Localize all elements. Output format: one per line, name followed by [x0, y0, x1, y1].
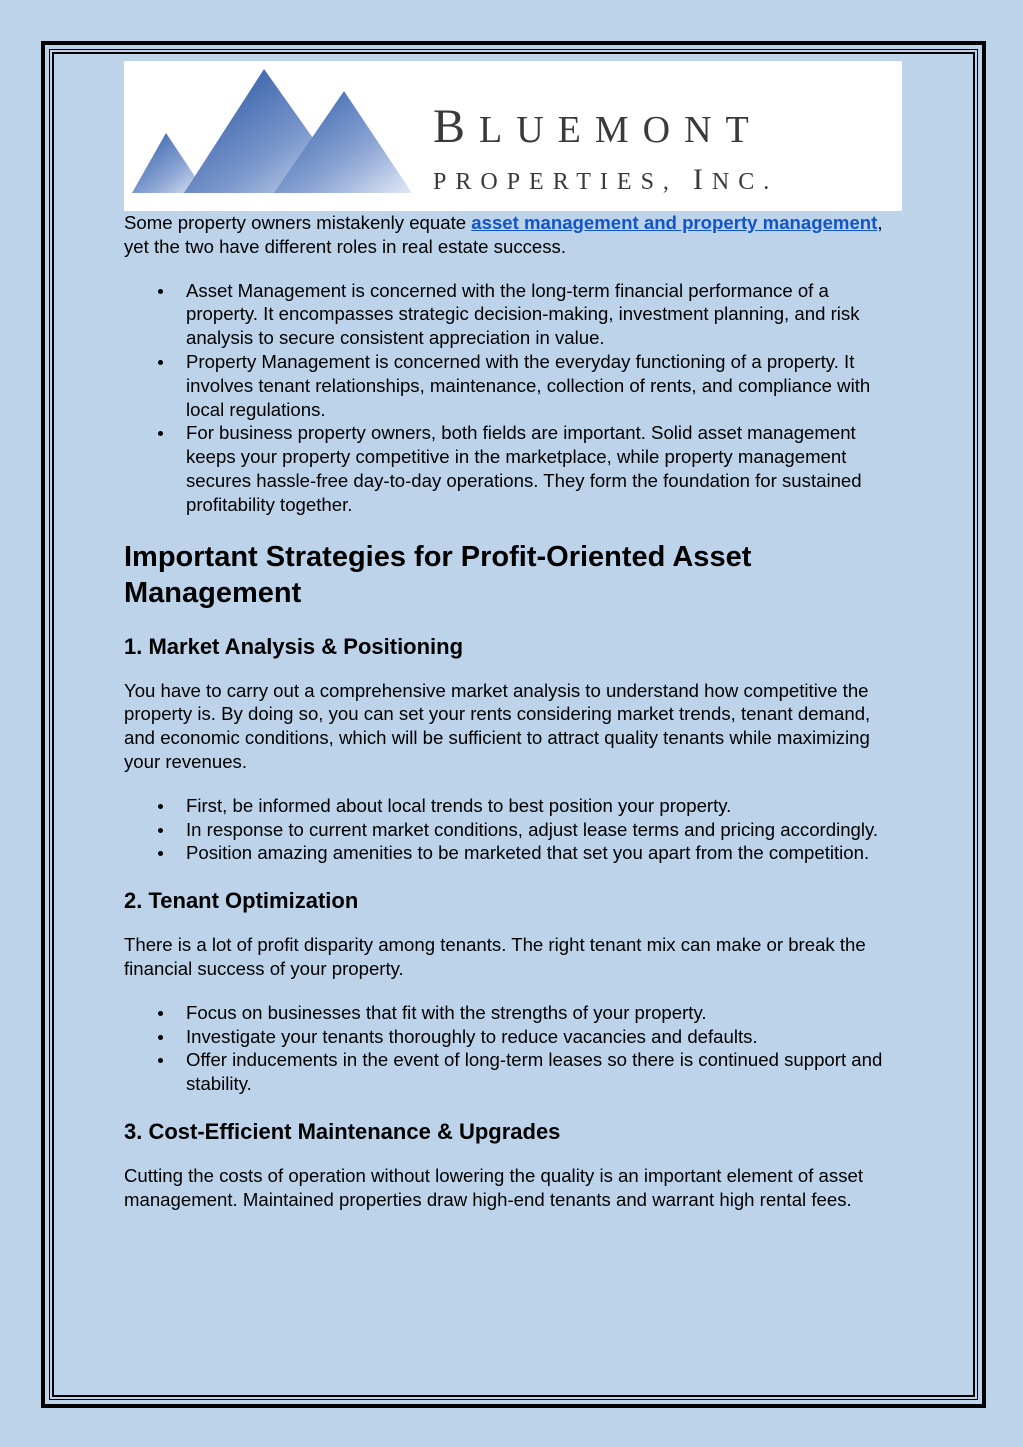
intro-text-after: , yet the two have different roles in real estate success.	[124, 212, 883, 257]
intro-paragraph	[124, 211, 904, 259]
section-paragraph: There is a lot of profit disparity among tenants. The right tenant mix can make or break the financial success of your property.	[124, 934, 866, 979]
main-heading: Important Strategies for Profit-Oriented Asset Management	[124, 540, 752, 609]
list-item: In response to current market conditions, adjust lease terms and pricing accordingly.	[186, 818, 904, 842]
bluemont-logo	[124, 61, 902, 211]
list-item: First, be informed about local trends to best position your property.	[186, 794, 904, 818]
list-item: Offer inducements in the event of long-term leases so there is continued support and stability.	[186, 1048, 904, 1096]
intro-bullet-list	[124, 279, 904, 517]
asset-management-link[interactable]: asset management and property management	[471, 212, 878, 233]
brand-sub-rest: NC.	[711, 169, 779, 195]
section-title-maintenance: 3. Cost-Efficient Maintenance & Upgrades	[124, 1118, 561, 1144]
brand-name-initial: B	[433, 100, 480, 153]
section-paragraph: Cutting the costs of operation without lowering the quality is an important element of asset management. Maintained properties draw high-end tenants and warrant high rental fees.	[124, 1164, 863, 1210]
tenant-optimization-bullet-list	[124, 1001, 904, 1096]
brand-sub-first: PROPERTIES,	[433, 169, 693, 195]
intro-text-before: Some property owners mistakenly equate	[124, 212, 472, 233]
list-item: Property Management is concerned with the everyday functioning of a property. It involves tenant relationships, maintenance, collection of rents, and compliance with local regulations.	[186, 350, 904, 421]
section-title-tenant-optimization: 2. Tenant Optimization	[124, 888, 359, 914]
brand-subtitle	[433, 163, 778, 197]
brand-name	[433, 99, 763, 154]
market-analysis-bullet-list	[124, 794, 904, 865]
brand-name-rest: LUEMONT	[479, 109, 763, 151]
list-item: Position amazing amenities to be marketed that set you apart from the competition.	[186, 841, 904, 865]
list-item: Asset Management is concerned with the long-term financial performance of a property. It encompasses strategic decision-making, investment planning, and risk analysis to secure consistent appreciation in value.	[186, 279, 904, 350]
list-item: Focus on businesses that fit with the strengths of your property.	[186, 1001, 904, 1025]
list-item: For business property owners, both fields are important. Solid asset management keeps your property competitive in the marketplace, while property management secures hassle-free day-to-day operations. They form the foundation for sustained profitability together.	[186, 421, 904, 516]
list-item: Investigate your tenants thoroughly to reduce vacancies and defaults.	[186, 1025, 904, 1049]
section-title-market-analysis: 1. Market Analysis & Positioning	[124, 633, 464, 659]
section-paragraph: You have to carry out a comprehensive market analysis to understand how competitive the property is. By doing so, you can set your rents considering market trends, tenant demand, and economic conditions, which will be sufficient to attract quality tenants while maximizing your revenues.	[124, 679, 871, 772]
document-body	[124, 61, 904, 1212]
brand-sub-initial: I	[692, 163, 712, 196]
